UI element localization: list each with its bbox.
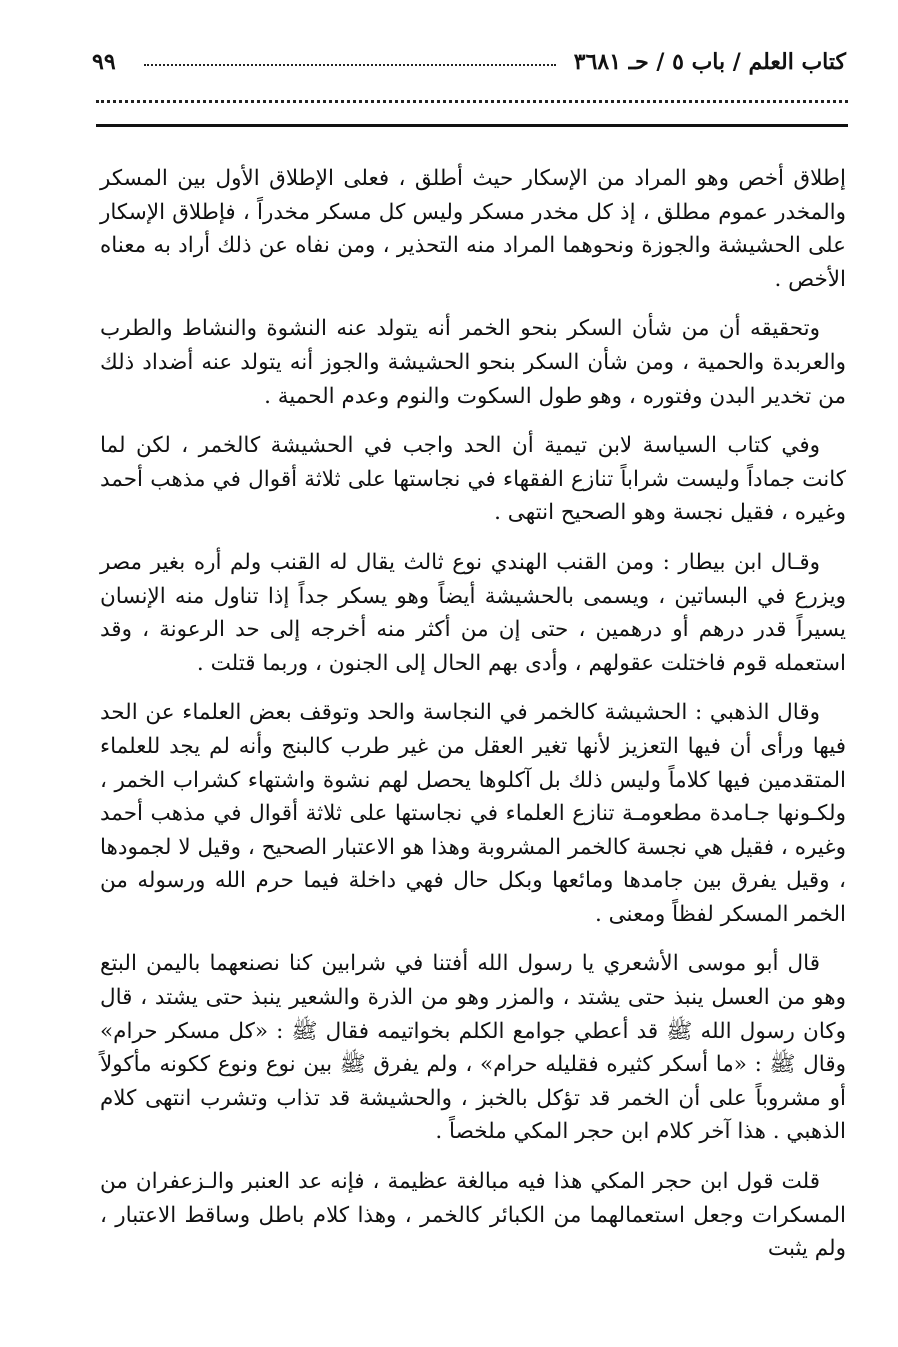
paragraph: وقال الذهبي : الحشيشة كالخمر في النجاسة والحد وتوقف بعض العلماء عن الحد فيها ورأى أن فيها التعزيز لأنها تغير العقل من غير طرب كالبنج وأنه لم يجد للعلماء المتقدمين فيها كلاماً وليس ذلك بل آكلوها يحصل لهم نشوة واشتهاء كشراب الخمر ، ولكـونها جـامدة مطعومـة تنازع العلماء في نجاستها على ثلاثة أقوال في مذهب أحمد وغيره ، فقيل هي نجسة كالخمر المشروبة وهذا هو الاعتبار الصحيح ، وقيل لا لجمودها ، وقيل يفرق بين جامدها ومائعها وبكل حال فهي داخلة فيما حرم الله ورسوله من الخمر المسكر لفظاً ومعنى . bbox=[100, 700, 846, 927]
paragraph: وفي كتاب السياسة لابن تيمية أن الحد واجب في الحشيشة كالخمر ، لكن لما كانت جماداً وليست شراباً تنازع الفقهاء في نجاستها على ثلاثة أقوال في مذهب أحمد وغيره ، فقيل نجسة وهو الصحيح انتهى . bbox=[100, 433, 846, 526]
body-text bbox=[100, 162, 846, 1282]
running-title: كتاب العلم / باب ٥ / حـ ٣٦٨١ bbox=[573, 49, 846, 75]
page-number: ٩٩ bbox=[92, 49, 116, 75]
paragraph: قال أبو موسى الأشعري يا رسول الله أفتنا في شرابين كنا نصنعهما باليمن البتع وهو من العسل ينبذ حتى يشتد ، والمزر وهو من الذرة والشعير ينبذ حتى يشتد ، قال وكان رسول الله ﷺ قد أعطي جوامع الكلم بخواتيمه فقال ﷺ : «كل مسكر حرام» وقال ﷺ : «ما أسكر كثيره فقليله حرام» ، ولم يفرق ﷺ بين نوع ونوع ككونه مأكولاً أو مشروباً على أن الخمر قد تؤكل بالخبز ، والحشيشة قد تذاب وتشرب انتهى كلام الذهبي . هذا آخر كلام ابن حجر المكي ملخصاً . bbox=[100, 951, 846, 1145]
paragraph: وتحقيقه أن من شأن السكر بنحو الخمر أنه يتولد عنه النشوة والنشاط والطرب والعربدة والحمية ، ومن شأن السكر بنحو الحشيشة والجوز أنه يتولد عنه أضداد ذلك من تخدير البدن وفتوره ، وهو طول السكوت والنوم وعدم الحمية . bbox=[100, 316, 846, 409]
paragraph: إطلاق أخص وهو المراد من الإسكار حيث أطلق ، فعلى الإطلاق الأول بين المسكر والمخدر عموم مطلق ، إذ كل مخدر مسكر وليس كل مسكر مخدراً ، فإطلاق الإسكار على الحشيشة والجوزة ونحوهما المراد منه التحذير ، ومن نفاه عن ذلك أراد به معناه الأخص . bbox=[100, 166, 846, 292]
header-dotted-leader bbox=[144, 64, 556, 66]
paragraph: وقـال ابن بيطار : ومن القنب الهندي نوع ثالث يقال له القنب ولم أره بغير مصر ويزرع في البساتين ، ويسمى بالحشيشة أيضاً وهو يسكر جداً إذا تناول منه الإنسان يسيراً قدر درهم أو درهمين ، حتى إن من أكثر منه أخرجه إلى حد الرعونة ، وقد استعمله قوم فاختلت عقولهم ، وأدى بهم الحال إلى الجنون ، وربما قتلت . bbox=[100, 549, 846, 676]
paragraph: قلت قول ابن حجر المكي هذا فيه مبالغة عظيمة ، فإنه عد العنبر والـزعفران من المسكرات وجعل استعمالهما من الكبائر كالخمر ، وهذا كلام باطل وساقط الاعتبار ، ولم يثبت bbox=[100, 1169, 846, 1262]
header-rule bbox=[96, 124, 848, 127]
page-header bbox=[92, 42, 846, 82]
dotted-divider bbox=[96, 100, 848, 103]
